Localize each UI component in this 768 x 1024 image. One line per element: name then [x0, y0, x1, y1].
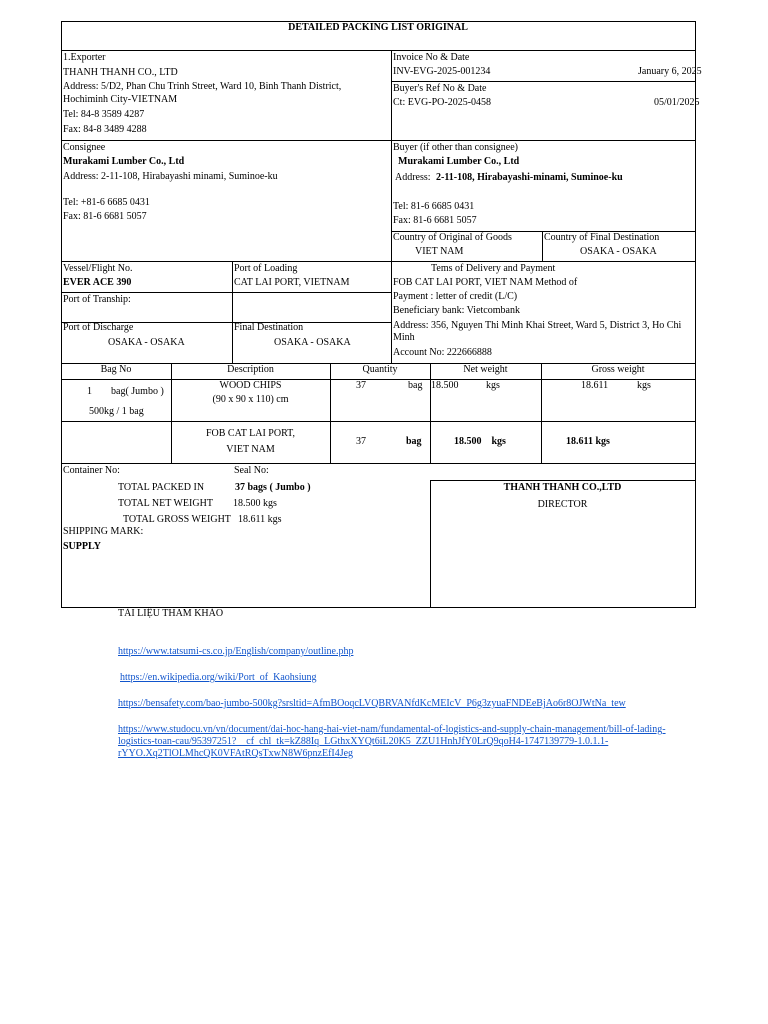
consignee-fax: Fax: 81-6 6681 5057 [63, 211, 147, 222]
total-packed-label: TOTAL PACKED IN [118, 482, 205, 493]
header-net-weight: Net weight [463, 364, 508, 375]
final-destination-label: Final Destination [234, 322, 304, 333]
total-net-value: 18.500 kgs [233, 498, 277, 509]
destination-country-value: OSAKA - OSAKA [580, 246, 657, 257]
shipping-mark-label: SHIPPING MARK: [63, 526, 144, 537]
reference-link-2[interactable]: https://en.wikipedia.org/wiki/Port_of_Kaohsiung [120, 672, 317, 683]
divider [430, 480, 695, 481]
row1-gross: 18.611 [581, 380, 609, 391]
terms-label: Tems of Delivery and Payment [431, 263, 556, 274]
divider [61, 292, 391, 293]
signature-company: THANH THANH CO.,LTD [503, 482, 622, 493]
buyer-name: Murakami Lumber Co., Ltd [398, 156, 520, 167]
row2-gross: 18.611 kgs [566, 436, 610, 447]
terms-line4: Address: 356, Nguyen Thi Minh Khai Street, Ward 5, District 3, Ho Chi [393, 320, 682, 331]
exporter-label: 1.Exporter [63, 52, 106, 63]
consignee-tel: Tel: +81-6 6685 0431 [63, 197, 150, 208]
divider [61, 463, 695, 464]
terms-line2: Payment : letter of credit (L/C) [393, 291, 518, 302]
divider [391, 261, 392, 363]
row1-desc-line2: (90 x 90 x 110) cm [212, 394, 289, 405]
divider [430, 363, 431, 463]
buyer-tel: Tel: 81-6 6685 0431 [393, 201, 475, 212]
container-no-label: Container No: [63, 465, 120, 476]
signature-title: DIRECTOR [537, 499, 588, 510]
exporter-tel: Tel: 84-8 3589 4287 [63, 109, 145, 120]
vessel-label: Vessel/Flight No. [63, 263, 133, 274]
exporter-address-line2: Hochiminh City-VIETNAM [63, 94, 178, 105]
total-gross-value: 18.611 kgs [238, 514, 282, 525]
references-heading: TÀI LIỆU THAM KHẢO [118, 608, 224, 619]
destination-country-label: Country of Final Destination [544, 232, 660, 243]
port-tranship-label: Port of Tranship: [63, 294, 131, 305]
buyer-address-label: Address: [395, 172, 431, 183]
port-discharge-label: Port of Discharge [63, 322, 134, 333]
row2-net: 18.500 kgs [454, 436, 506, 447]
buyer-fax: Fax: 81-6 6681 5057 [393, 215, 477, 226]
origin-label: Country of Original of Goods [393, 232, 512, 243]
divider [232, 261, 233, 363]
row1-net-unit: kgs [486, 380, 500, 391]
consignee-name: Murakami Lumber Co., Ltd [63, 156, 185, 167]
port-loading-value: CAT LAI PORT, VIETNAM [234, 277, 350, 288]
divider [61, 261, 695, 262]
terms-line5: Minh [393, 332, 415, 343]
invoice-number: INV-EVG-2025-001234 [393, 66, 491, 77]
terms-line3: Beneficiary bank: Vietcombank [393, 305, 520, 316]
invoice-label: Invoice No & Date [393, 52, 470, 63]
invoice-date: January 6, 2025 [638, 66, 702, 77]
divider [541, 363, 542, 463]
buyer-ref-label: Buyer's Ref No & Date [393, 83, 487, 94]
header-bag-no: Bag No [100, 364, 132, 375]
document-title: DETAILED PACKING LIST ORIGINAL [288, 22, 468, 33]
buyer-label: Buyer (if other than consignee) [393, 142, 518, 153]
row1-bag-type: bag( Jumbo ) [111, 386, 164, 397]
row1-desc-line1: WOOD CHIPS [219, 380, 282, 391]
reference-link-4-line3[interactable]: rYYO.Xq2TlOLMhcQK0VFAtRQsTxwN8W6pnzEfI4Jeg [118, 748, 354, 759]
terms-line6: Account No: 222666888 [393, 347, 492, 358]
reference-link-1[interactable]: https://www.tatsumi-cs.co.jp/English/company/outline.php [118, 646, 354, 657]
row1-qty-unit: bag [408, 380, 423, 391]
divider [391, 81, 695, 82]
row1-gross-unit: kgs [637, 380, 651, 391]
row1-bag-no: 1 [87, 386, 92, 397]
final-destination-value: OSAKA - OSAKA [274, 337, 351, 348]
reference-link-4-line1[interactable]: https://www.studocu.vn/vn/document/dai-hoc-hang-hai-viet-nam/fundamental-of-logistics-and-supply-chain-management/bill-of-lading- [118, 724, 666, 735]
port-loading-label: Port of Loading [234, 263, 298, 274]
total-packed-value: 37 bags ( Jumbo ) [235, 482, 311, 493]
buyer-ref-date: 05/01/2025 [654, 97, 700, 108]
divider [542, 231, 543, 261]
exporter-fax: Fax: 84-8 3489 4288 [63, 124, 147, 135]
buyer-ref-number: Ct: EVG-PO-2025-0458 [393, 97, 492, 108]
seal-no-label: Seal No: [234, 465, 269, 476]
row1-qty: 37 [356, 380, 366, 391]
exporter-address-line1: Address: 5/D2, Phan Chu Trinh Street, Ward 10, Binh Thanh District, [63, 81, 342, 92]
divider [61, 140, 695, 141]
buyer-address-value: 2-11-108, Hirabayashi-minami, Suminoe-ku [436, 172, 623, 183]
shipping-mark-value: SUPPLY [63, 541, 101, 552]
header-gross-weight: Gross weight [591, 364, 645, 375]
exporter-name: THANH THANH CO., LTD [63, 67, 178, 78]
row2-qty-unit: bag [406, 436, 422, 447]
vessel-value: EVER ACE 390 [63, 277, 132, 288]
divider [61, 421, 695, 422]
terms-line1: FOB CAT LAI PORT, VIET NAM Method of [393, 277, 578, 288]
consignee-label: Consignee [63, 142, 106, 153]
row2-qty: 37 [356, 436, 366, 447]
row1-bag-size: 500kg / 1 bag [89, 406, 144, 417]
row2-desc-line1: FOB CAT LAI PORT, [205, 428, 296, 439]
port-discharge-value: OSAKA - OSAKA [108, 337, 185, 348]
consignee-address: Address: 2-11-108, Hirabayashi minami, Suminoe-ku [63, 171, 278, 182]
total-net-label: TOTAL NET WEIGHT [118, 498, 213, 509]
header-quantity: Quantity [362, 364, 398, 375]
total-gross-label: TOTAL GROSS WEIGHT [123, 514, 231, 525]
row1-net: 18.500 [431, 380, 459, 391]
reference-link-3[interactable]: https://bensafety.com/bao-jumbo-500kg?srsltid=AfmBOoqcLVQBRVANfdKcMEIcV_P6g3zyuaFNDEeBjAo6r8OJWtNa_tew [118, 698, 626, 709]
reference-link-4-line2[interactable]: logistics-toan-cau/95397251?__cf_chl_tk=kZ88Iq_LGthxXYQt6iL20K5_ZZU1HnhJfY0LrQ9qoH4-1747139779-1.0.1.1- [118, 736, 609, 747]
origin-value: VIET NAM [415, 246, 464, 257]
row2-desc-line2: VIET NAM [226, 444, 275, 455]
divider [330, 363, 331, 463]
header-description: Description [227, 364, 274, 375]
divider [61, 50, 695, 51]
